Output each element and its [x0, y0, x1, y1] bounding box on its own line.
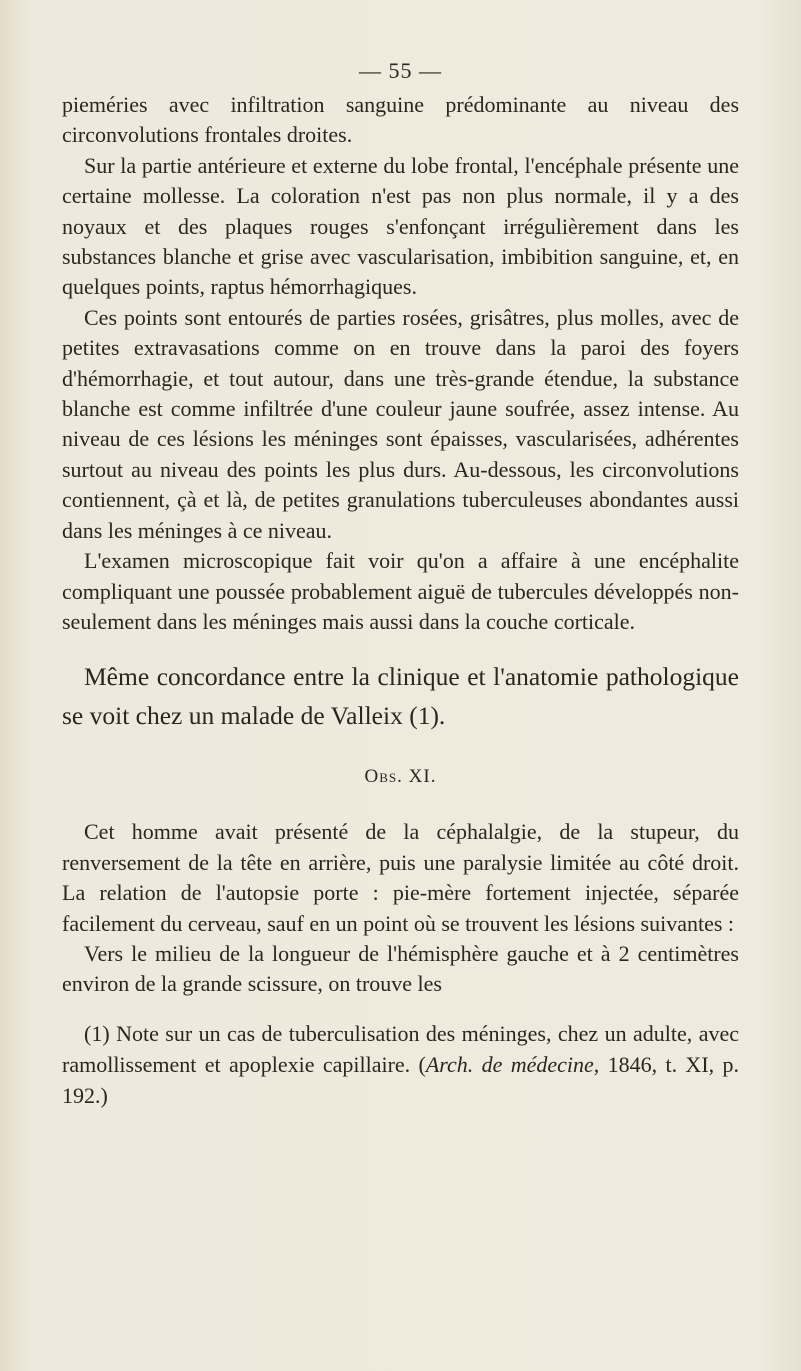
observation-paragraph-1: Cet homme avait présenté de la céphalalgie, de la stupeur, du renversement de la tête en arrière, puis une paralysie limitée au côté droit. La relation de l'autopsie porte : pie-mère fortement injectée, séparée facilement du cerveau, sauf en un point où se trouvent les lésions suivantes : — [62, 819, 739, 936]
lead-paragraph: Même concordance entre la clinique et l'anatomie pathologique se voit chez un malade de Valleix (1). — [62, 662, 739, 731]
footnote-text: (1) Note sur un cas de tuberculisation des méninges, chez un adulte, avec ramollissement et apoplexie capillaire. ( — [62, 1020, 739, 1077]
footnote-source: Arch. de médecine — [425, 1051, 594, 1077]
footnote-citation: , 1846, t. XI, p. 192.) — [62, 1051, 739, 1108]
observation-heading: Obs. XI. — [364, 766, 437, 788]
paragraph-3: Ces points sont entourés de parties rosées, grisâtres, plus molles, avec de petites extravasations comme on en trouve dans la paroi des foyers d'hémorrhagie, et tout autour, dans une très-grande étendue, la substance blanche est comme infiltrée d'une couleur jaune soufrée, assez intense. Au niveau de ces lésions les méninges sont épaisses, vascularisées, adhérentes surtout au niveau des points les plus durs. Au-dessous, les circonvolutions contiennent, çà et là, de petites granulations tuberculeuses abondantes aussi dans les méninges à ce niveau. — [62, 304, 739, 543]
paragraph-1: pieméries avec infiltration sanguine prédominante au niveau des circonvolutions frontales droites. — [62, 92, 739, 148]
paragraph-4: L'examen microscopique fait voir qu'on a affaire à une encéphalite compliquant une poussée probablement aiguë de tubercules développés non-seulement dans les méninges mais aussi dans la couche corticale. — [62, 548, 739, 634]
observation-paragraph-2: Vers le milieu de la longueur de l'hémisphère gauche et à 2 centimètres environ de la grande scissure, on trouve les — [62, 940, 739, 997]
page-number: — 55 — — [359, 58, 442, 83]
footnote — [62, 1018, 739, 1111]
paragraph-2: Sur la partie antérieure et externe du lobe frontal, l'encéphale présente une certaine mollesse. La coloration n'est pas non plus normale, il y a des noyaux et des plaques rouges s'enfonçant irrégulièrement dans les substances blanche et grise avec vascularisation, imbibition sanguine, et, en quelques points, raptus hémorrhagiques. — [62, 152, 739, 300]
